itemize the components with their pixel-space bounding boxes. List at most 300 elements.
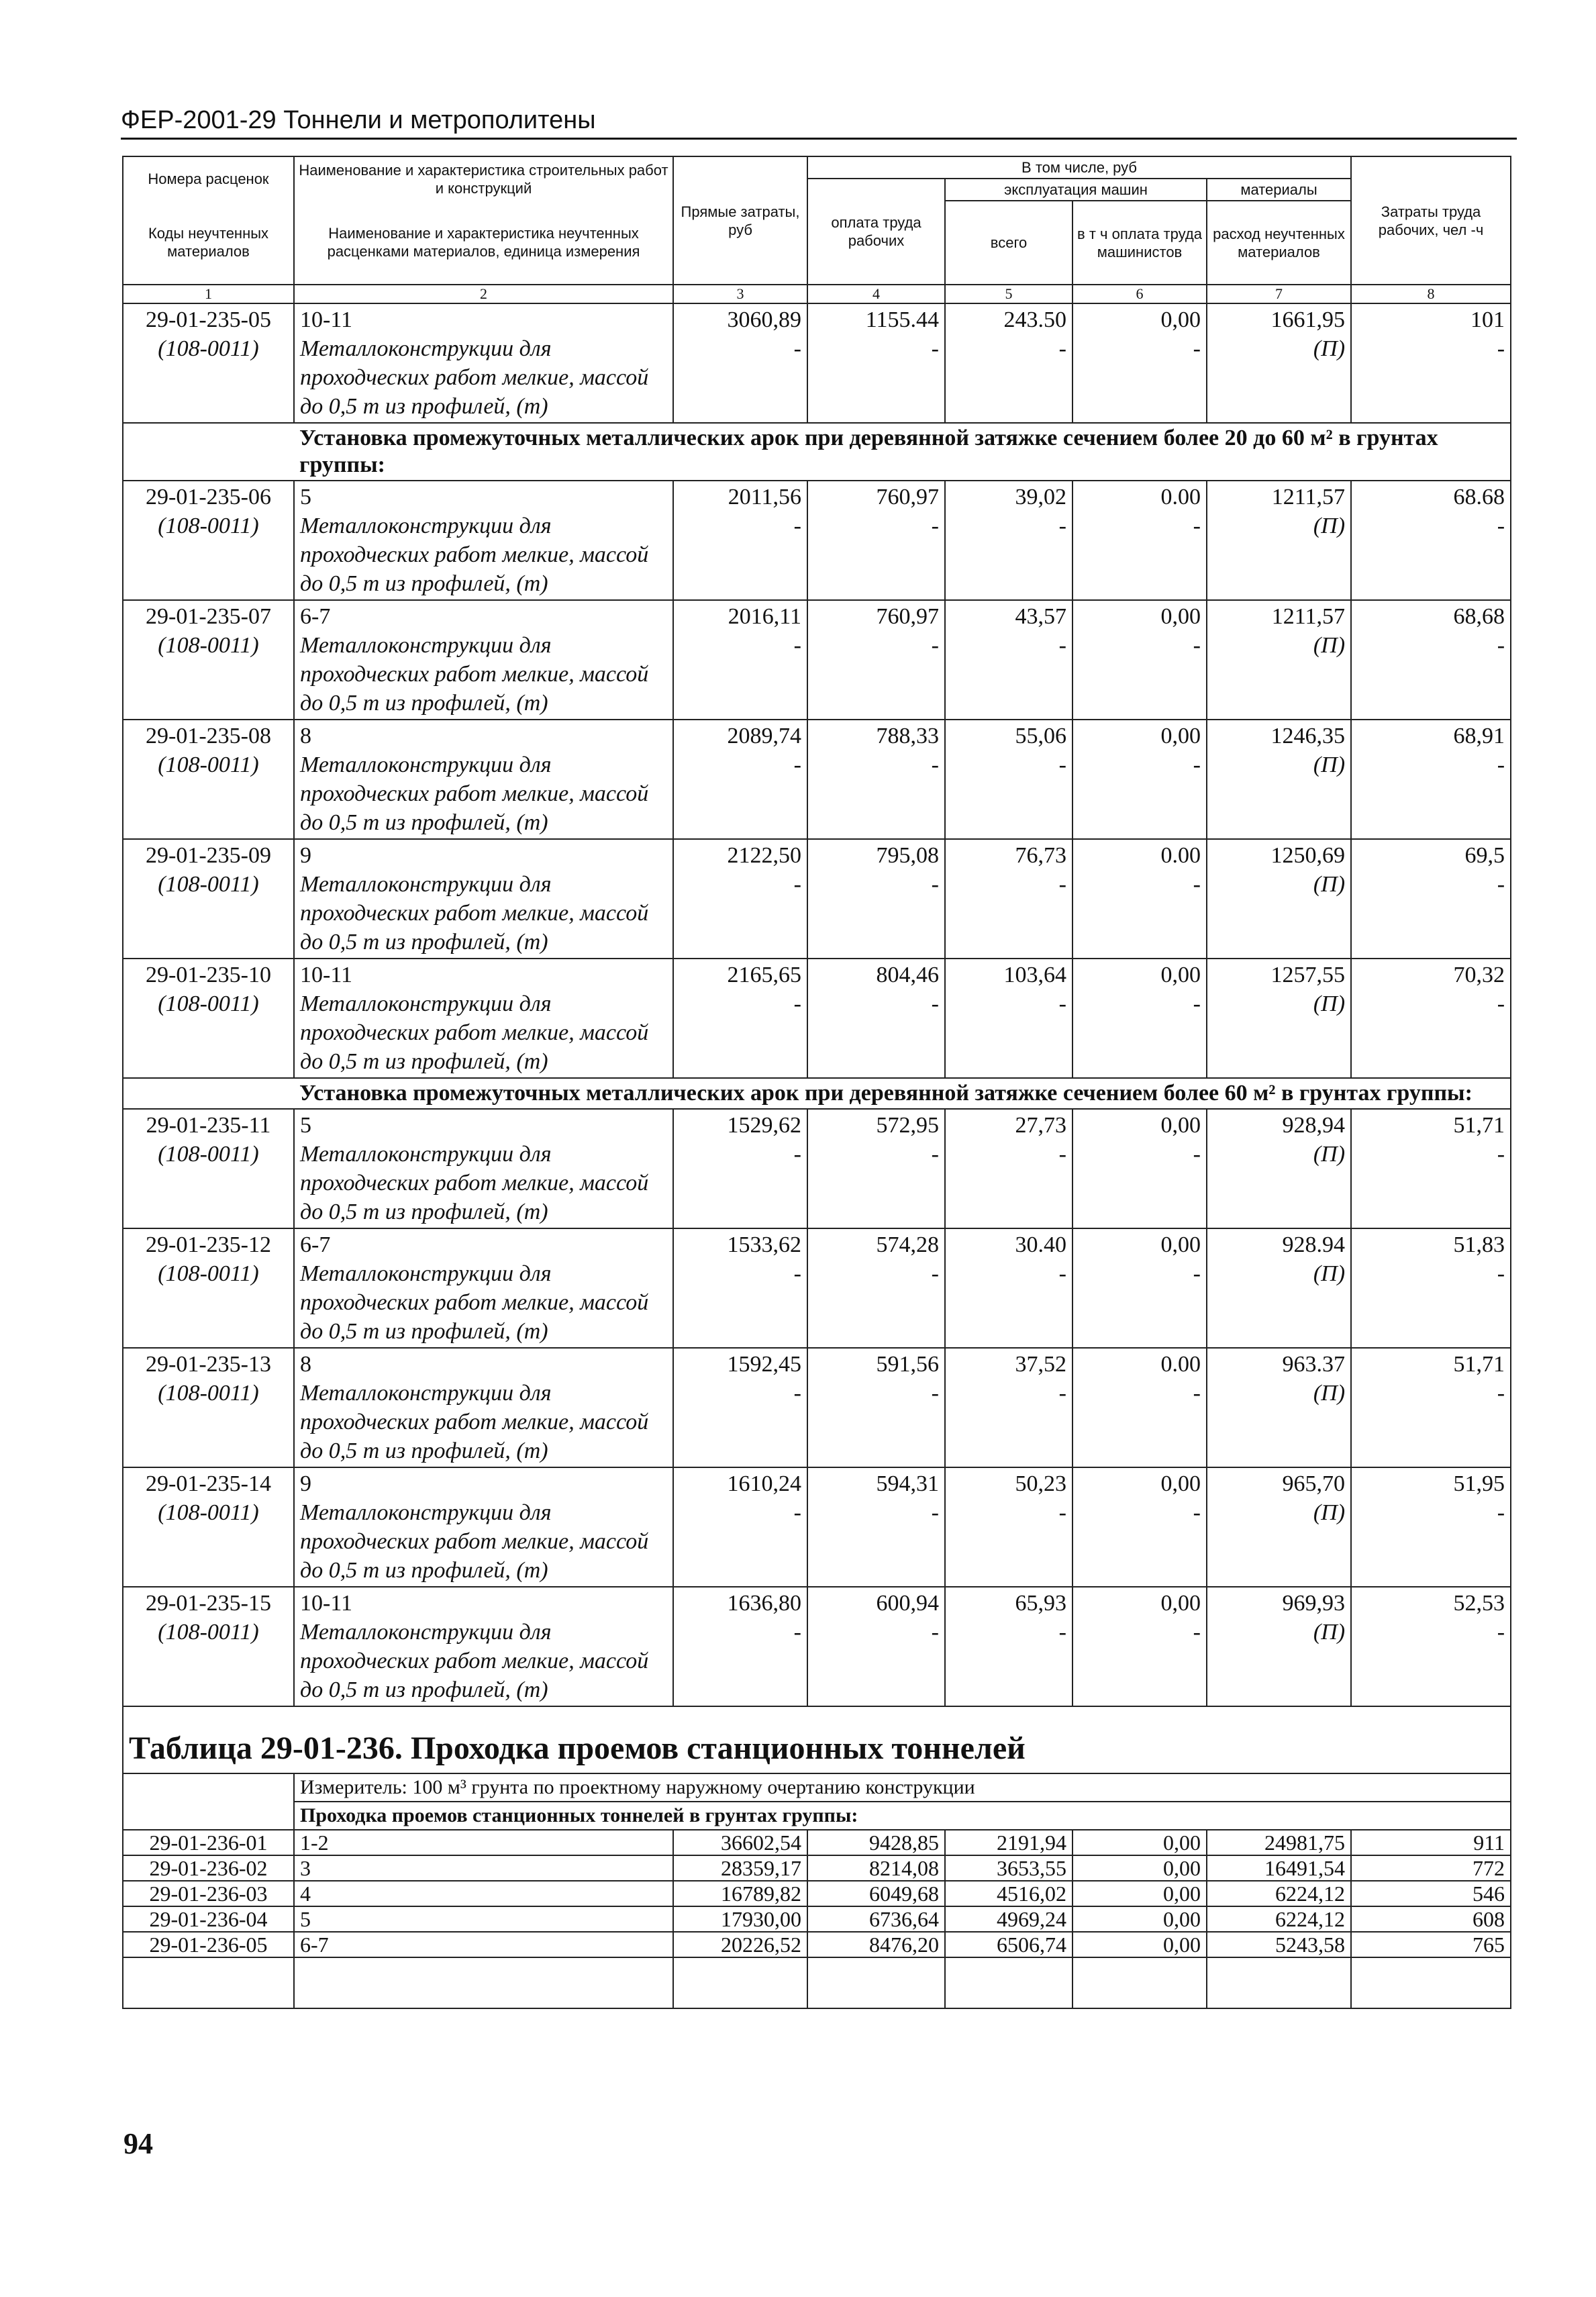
materials-unit: (П) — [1313, 752, 1346, 777]
direct-cell — [673, 1467, 807, 1587]
column-number: 5 — [945, 285, 1073, 303]
hours-value: 772 — [1351, 1855, 1511, 1881]
dash-mark: - — [1497, 1500, 1505, 1525]
direct-cell — [673, 481, 807, 600]
header-col8: Затраты труда рабочих, чел -ч — [1351, 156, 1511, 285]
machines-value: 55,06 — [1015, 724, 1066, 748]
machinists-cell — [1073, 600, 1207, 720]
labor-cell — [807, 839, 945, 959]
material-description: Металлоконструкции для проходческих работ мелкие, массой до 0,5 т из профилей, (т) — [300, 872, 649, 955]
header-group-machines: эксплуатация машин — [945, 179, 1207, 201]
labor-value: 6049,68 — [807, 1881, 945, 1906]
labor-cell — [807, 481, 945, 600]
column-number: 8 — [1351, 285, 1511, 303]
materials-value: 1250,69 — [1270, 843, 1346, 868]
machines-value: 27,73 — [1015, 1113, 1066, 1138]
hours-value: 608 — [1351, 1906, 1511, 1932]
labor-cell — [807, 1467, 945, 1587]
labor-cell — [807, 720, 945, 839]
hours-value: 68.68 — [1453, 485, 1505, 509]
table-row — [123, 1348, 1511, 1467]
machinists-cell — [1073, 1467, 1207, 1587]
hours-value: 68,68 — [1453, 604, 1505, 629]
section-spacer — [123, 1078, 294, 1109]
direct-cell — [673, 303, 807, 423]
dash-mark: - — [1497, 1381, 1505, 1406]
price-code-cell — [123, 1587, 294, 1706]
dash-mark: - — [931, 1142, 939, 1167]
machines-value: 39,02 — [1015, 485, 1066, 509]
machines-value: 4969,24 — [945, 1906, 1073, 1932]
materials-cell — [1207, 481, 1351, 600]
machines-value: 37,52 — [1015, 1352, 1066, 1377]
direct-cell — [673, 720, 807, 839]
price-code: 29-01-235-13 — [146, 1352, 271, 1377]
table-row — [123, 1467, 1511, 1587]
material-description: Металлоконструкции для проходческих работ мелкие, массой до 0,5 т из профилей, (т) — [300, 991, 649, 1074]
dash-mark: - — [793, 872, 801, 897]
dash-mark: - — [1497, 1261, 1505, 1286]
labor-value: 591,56 — [876, 1352, 939, 1377]
price-code-cell — [123, 839, 294, 959]
material-code: (108-0011) — [158, 1142, 259, 1167]
material-code: (108-0011) — [158, 991, 259, 1016]
section-title-60-row — [123, 1078, 1511, 1109]
dash-mark: - — [1058, 1142, 1066, 1167]
price-code: 29-01-235-05 — [146, 307, 271, 332]
soil-group: 8 — [300, 724, 311, 748]
materials-value: 1257,55 — [1270, 963, 1346, 987]
price-code: 29-01-236-01 — [123, 1830, 294, 1855]
dash-mark: - — [793, 514, 801, 538]
dash-mark: - — [931, 633, 939, 658]
price-code: 29-01-235-12 — [146, 1232, 271, 1257]
machinists-value: 0.00 — [1160, 485, 1201, 509]
machines-cell — [945, 1228, 1073, 1348]
table-row — [123, 1881, 1511, 1906]
machines-value: 243.50 — [1003, 307, 1066, 332]
hours-cell — [1351, 303, 1511, 423]
materials-unit: (П) — [1313, 1142, 1346, 1167]
dash-mark: - — [793, 1620, 801, 1645]
dash-mark: - — [1193, 633, 1201, 658]
machinists-cell — [1073, 303, 1207, 423]
column-numbers-row — [123, 285, 1511, 303]
dash-mark: - — [1058, 1500, 1066, 1525]
dash-mark: - — [931, 872, 939, 897]
materials-unit: (П) — [1313, 1261, 1346, 1286]
machinists-value: 0,00 — [1160, 963, 1201, 987]
machinists-value: 0,00 — [1160, 1471, 1201, 1496]
price-code: 29-01-236-02 — [123, 1855, 294, 1881]
materials-unit: (П) — [1313, 514, 1346, 538]
hours-cell — [1351, 839, 1511, 959]
header-col1-top: Номера расценок — [123, 156, 294, 201]
direct-value: 1529,62 — [727, 1113, 801, 1138]
hours-cell — [1351, 720, 1511, 839]
table-row — [123, 1587, 1511, 1706]
dash-mark: - — [1497, 1142, 1505, 1167]
materials-unit: (П) — [1313, 872, 1346, 897]
soil-group: 4 — [294, 1881, 673, 1906]
price-code: 29-01-235-10 — [146, 963, 271, 987]
soil-group: 6-7 — [294, 1932, 673, 1957]
page-header: ФЕР-2001-29 Тоннели и метрополитены — [121, 106, 1517, 140]
dash-mark: - — [931, 1261, 939, 1286]
price-code: 29-01-236-04 — [123, 1906, 294, 1932]
dash-mark: - — [1193, 1142, 1201, 1167]
labor-cell — [807, 600, 945, 720]
machines-value: 30.40 — [1015, 1232, 1066, 1257]
hours-cell — [1351, 481, 1511, 600]
material-description: Металлоконструкции для проходческих работ мелкие, массой до 0,5 т из профилей, (т) — [300, 336, 649, 419]
table-row — [123, 1109, 1511, 1228]
dash-mark: - — [1193, 1261, 1201, 1286]
work-description-cell — [294, 1228, 673, 1348]
price-code: 29-01-235-15 — [146, 1591, 271, 1616]
material-code: (108-0011) — [158, 872, 259, 897]
material-description: Металлоконструкции для проходческих работ мелкие, массой до 0,5 т из профилей, (т) — [300, 633, 649, 716]
machines-value: 2191,94 — [945, 1830, 1073, 1855]
material-description: Металлоконструкции для проходческих работ мелкие, массой до 0,5 т из профилей, (т) — [300, 752, 649, 835]
page-number: 94 — [123, 2127, 153, 2160]
machines-cell — [945, 303, 1073, 423]
work-description-cell — [294, 720, 673, 839]
materials-value: 969,93 — [1282, 1591, 1346, 1616]
machines-value: 65,93 — [1015, 1591, 1066, 1616]
machinists-value: 0,00 — [1073, 1932, 1207, 1957]
machines-cell — [945, 959, 1073, 1078]
dash-mark: - — [931, 991, 939, 1016]
price-code-cell — [123, 481, 294, 600]
price-code-cell — [123, 720, 294, 839]
dash-mark: - — [1058, 752, 1066, 777]
labor-value: 760,97 — [876, 604, 939, 629]
soil-group: 8 — [300, 1352, 311, 1377]
materials-value: 6224,12 — [1207, 1906, 1351, 1932]
table-row — [123, 1932, 1511, 1957]
machinists-value: 0,00 — [1160, 1591, 1201, 1616]
direct-value: 2016,11 — [728, 604, 801, 629]
dash-mark: - — [1058, 991, 1066, 1016]
soil-group: 6-7 — [300, 1232, 331, 1257]
dash-mark: - — [931, 1620, 939, 1645]
dash-mark: - — [793, 1500, 801, 1525]
dash-mark: - — [1193, 752, 1201, 777]
material-code: (108-0011) — [158, 1620, 259, 1645]
dash-mark: - — [1058, 1381, 1066, 1406]
materials-value: 6224,12 — [1207, 1881, 1351, 1906]
dash-mark: - — [931, 752, 939, 777]
table-bottom-padding — [123, 1957, 1511, 2008]
work-description-cell — [294, 600, 673, 720]
dash-mark: - — [931, 336, 939, 361]
machinists-value: 0,00 — [1073, 1855, 1207, 1881]
hours-value: 51,71 — [1453, 1113, 1505, 1138]
direct-value: 1533,62 — [727, 1232, 801, 1257]
hours-value: 911 — [1351, 1830, 1511, 1855]
machines-cell — [945, 1587, 1073, 1706]
hours-cell — [1351, 1467, 1511, 1587]
dash-mark: - — [931, 514, 939, 538]
soil-group: 1-2 — [294, 1830, 673, 1855]
table-row — [123, 600, 1511, 720]
machines-value: 43,57 — [1015, 604, 1066, 629]
dash-mark: - — [793, 633, 801, 658]
machines-value: 103,64 — [1003, 963, 1066, 987]
materials-value: 1661,95 — [1270, 307, 1346, 332]
header-group-incl: В том числе, руб — [807, 156, 1351, 179]
table-row — [123, 1855, 1511, 1881]
dash-mark: - — [1497, 991, 1505, 1016]
machinists-value: 0,00 — [1160, 1113, 1201, 1138]
materials-value: 5243,58 — [1207, 1932, 1351, 1957]
materials-cell — [1207, 600, 1351, 720]
machinists-cell — [1073, 959, 1207, 1078]
table-body — [123, 303, 1511, 1706]
machines-cell — [945, 1467, 1073, 1587]
table-236-measure: Измеритель: 100 м³ грунта по проектному наружному очертанию конструкции — [294, 1773, 1511, 1802]
dash-mark: - — [793, 752, 801, 777]
hours-cell — [1351, 1587, 1511, 1706]
price-code: 29-01-236-03 — [123, 1881, 294, 1906]
materials-value: 928,94 — [1282, 1113, 1346, 1138]
direct-value: 1592,45 — [727, 1352, 801, 1377]
machinists-cell — [1073, 720, 1207, 839]
dash-mark: - — [931, 1500, 939, 1525]
soil-group: 5 — [300, 485, 311, 509]
dash-mark: - — [1497, 336, 1505, 361]
labor-value: 1155.44 — [865, 307, 939, 332]
table-row — [123, 1830, 1511, 1855]
labor-cell — [807, 1109, 945, 1228]
dash-mark: - — [793, 336, 801, 361]
soil-group: 6-7 — [300, 604, 331, 629]
dash-mark: - — [793, 1142, 801, 1167]
machines-cell — [945, 839, 1073, 959]
hours-cell — [1351, 600, 1511, 720]
machinists-value: 0,00 — [1160, 724, 1201, 748]
direct-cell — [673, 959, 807, 1078]
hours-cell — [1351, 1348, 1511, 1467]
direct-cell — [673, 600, 807, 720]
labor-value: 600,94 — [876, 1591, 939, 1616]
dash-mark: - — [1058, 872, 1066, 897]
machines-value: 76,73 — [1015, 843, 1066, 868]
hours-value: 68,91 — [1453, 724, 1505, 748]
materials-cell — [1207, 720, 1351, 839]
materials-unit: (П) — [1313, 1381, 1346, 1406]
soil-group: 5 — [294, 1906, 673, 1932]
dash-mark: - — [1497, 752, 1505, 777]
machinists-cell — [1073, 839, 1207, 959]
machines-value: 50,23 — [1015, 1471, 1066, 1496]
machinists-value: 0,00 — [1160, 307, 1201, 332]
hours-cell — [1351, 1109, 1511, 1228]
price-table — [122, 156, 1511, 2009]
labor-value: 804,46 — [876, 963, 939, 987]
material-description: Металлоконструкции для проходческих работ мелкие, массой до 0,5 т из профилей, (т) — [300, 1261, 649, 1344]
price-code-cell — [123, 303, 294, 423]
dash-mark: - — [1193, 514, 1201, 538]
materials-value: 16491,54 — [1207, 1855, 1351, 1881]
table-row — [123, 959, 1511, 1078]
column-number: 7 — [1207, 285, 1351, 303]
work-description-cell — [294, 1348, 673, 1467]
table-236-body — [123, 1830, 1511, 1957]
material-description: Металлоконструкции для проходческих работ мелкие, массой до 0,5 т из профилей, (т) — [300, 1381, 649, 1463]
price-code: 29-01-235-14 — [146, 1471, 271, 1496]
material-code: (108-0011) — [158, 514, 259, 538]
machinists-value: 0,00 — [1160, 1232, 1201, 1257]
materials-value: 928.94 — [1282, 1232, 1346, 1257]
work-description-cell — [294, 959, 673, 1078]
soil-group: 10-11 — [300, 307, 353, 332]
machinists-cell — [1073, 1228, 1207, 1348]
materials-unit: (П) — [1313, 336, 1346, 361]
labor-cell — [807, 1228, 945, 1348]
dash-mark: - — [1193, 872, 1201, 897]
labor-value: 8214,08 — [807, 1855, 945, 1881]
dash-mark: - — [1193, 336, 1201, 361]
column-number: 4 — [807, 285, 945, 303]
machinists-value: 0.00 — [1160, 843, 1201, 868]
soil-group: 10-11 — [300, 963, 353, 987]
header-col1-bottom: Коды неучтенных материалов — [123, 201, 294, 285]
materials-unit: (П) — [1313, 1500, 1346, 1525]
section-title-20-60-row — [123, 423, 1511, 481]
column-number: 2 — [294, 285, 673, 303]
dash-mark: - — [1193, 1381, 1201, 1406]
direct-value: 2165,65 — [727, 963, 801, 987]
price-code-cell — [123, 1109, 294, 1228]
machinists-value: 0,00 — [1073, 1881, 1207, 1906]
materials-cell — [1207, 959, 1351, 1078]
dash-mark: - — [793, 991, 801, 1016]
price-code: 29-01-236-05 — [123, 1932, 294, 1957]
labor-cell — [807, 1348, 945, 1467]
dash-mark: - — [1193, 1620, 1201, 1645]
machinists-value: 0,00 — [1160, 604, 1201, 629]
direct-value: 16789,82 — [673, 1881, 807, 1906]
machinists-value: 0,00 — [1073, 1830, 1207, 1855]
labor-value: 574,28 — [876, 1232, 939, 1257]
section-title-20-60: Установка промежуточных металлических арок при деревянной затяжке сечением более 20 до 60 м² в грунтах группы: — [294, 423, 1511, 481]
section-title-60: Установка промежуточных металлических арок при деревянной затяжке сечением более 60 м² в грунтах группы: — [294, 1078, 1511, 1109]
price-code-cell — [123, 1348, 294, 1467]
hours-value: 101 — [1470, 307, 1505, 332]
material-code: (108-0011) — [158, 1261, 259, 1286]
soil-group: 9 — [300, 843, 311, 868]
hours-value: 546 — [1351, 1881, 1511, 1906]
column-number: 6 — [1073, 285, 1207, 303]
machinists-value: 0,00 — [1073, 1906, 1207, 1932]
machines-cell — [945, 1109, 1073, 1228]
table-236-section — [123, 1706, 1511, 1830]
work-description-cell — [294, 1467, 673, 1587]
work-description-cell — [294, 1109, 673, 1228]
soil-group: 9 — [300, 1471, 311, 1496]
price-code: 29-01-235-11 — [146, 1113, 271, 1138]
materials-cell — [1207, 1587, 1351, 1706]
hours-value: 69,5 — [1464, 843, 1505, 868]
labor-value: 572,95 — [876, 1113, 939, 1138]
header-col6: в т ч оплата труда машинистов — [1073, 201, 1207, 285]
material-description: Металлоконструкции для проходческих работ мелкие, массой до 0,5 т из профилей, (т) — [300, 1142, 649, 1224]
machines-cell — [945, 481, 1073, 600]
materials-value: 24981,75 — [1207, 1830, 1351, 1855]
direct-cell — [673, 1228, 807, 1348]
materials-unit: (П) — [1313, 991, 1346, 1016]
direct-value: 3060,89 — [727, 307, 801, 332]
materials-cell — [1207, 1467, 1351, 1587]
dash-mark: - — [1497, 1620, 1505, 1645]
header-col2-top: Наименование и характеристика строительных работ и конструкций — [294, 156, 673, 201]
hours-value: 51,83 — [1453, 1232, 1505, 1257]
price-code-cell — [123, 600, 294, 720]
table-header — [123, 156, 1511, 303]
machinists-cell — [1073, 1109, 1207, 1228]
machines-cell — [945, 720, 1073, 839]
materials-unit: (П) — [1313, 1620, 1346, 1645]
labor-cell — [807, 1587, 945, 1706]
header-group-materials: материалы — [1207, 179, 1351, 201]
column-number: 3 — [673, 285, 807, 303]
dash-mark: - — [1058, 1620, 1066, 1645]
direct-value: 2122,50 — [727, 843, 801, 868]
materials-cell — [1207, 1228, 1351, 1348]
materials-value: 1246,35 — [1270, 724, 1346, 748]
work-description-cell — [294, 303, 673, 423]
price-code: 29-01-235-09 — [146, 843, 271, 868]
header-col4: оплата труда рабочих — [807, 179, 945, 285]
dash-mark: - — [1497, 633, 1505, 658]
table-row — [123, 303, 1511, 423]
direct-cell — [673, 1587, 807, 1706]
price-code: 29-01-235-07 — [146, 604, 271, 629]
dash-mark: - — [1058, 1261, 1066, 1286]
dash-mark: - — [1058, 336, 1066, 361]
machines-cell — [945, 600, 1073, 720]
materials-value: 1211,57 — [1271, 604, 1346, 629]
dash-mark: - — [1497, 514, 1505, 538]
material-code: (108-0011) — [158, 752, 259, 777]
table-row — [123, 1906, 1511, 1932]
table-row — [123, 1228, 1511, 1348]
material-code: (108-0011) — [158, 1381, 259, 1406]
labor-value: 9428,85 — [807, 1830, 945, 1855]
header-col5: всего — [945, 201, 1073, 285]
machines-value: 4516,02 — [945, 1881, 1073, 1906]
dash-mark: - — [931, 1381, 939, 1406]
material-code: (108-0011) — [158, 1500, 259, 1525]
materials-value: 965,70 — [1282, 1471, 1346, 1496]
work-description-cell — [294, 1587, 673, 1706]
price-code: 29-01-235-08 — [146, 724, 271, 748]
table-row — [123, 720, 1511, 839]
materials-cell — [1207, 1109, 1351, 1228]
column-number: 1 — [123, 285, 294, 303]
labor-cell — [807, 303, 945, 423]
material-code: (108-0011) — [158, 633, 259, 658]
hours-cell — [1351, 1228, 1511, 1348]
price-code-cell — [123, 959, 294, 1078]
dash-mark: - — [1497, 872, 1505, 897]
machinists-cell — [1073, 1587, 1207, 1706]
section-spacer — [123, 423, 294, 481]
machines-cell — [945, 1348, 1073, 1467]
hours-value: 70,32 — [1453, 963, 1505, 987]
